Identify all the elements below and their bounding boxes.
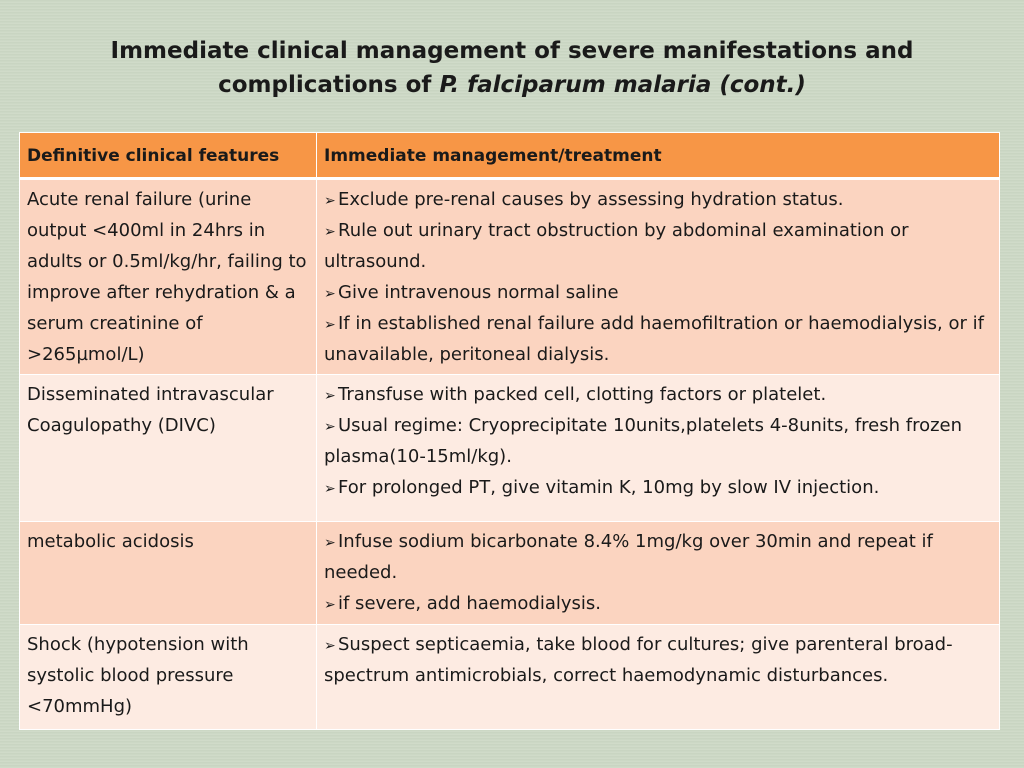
treatment-text: Rule out urinary tract obstruction by abdominal examination or ultrasound.: [324, 220, 909, 272]
header-management: Immediate management/treatment: [317, 133, 1000, 179]
treatment-bullet: [324, 588, 992, 619]
treatment-bullet: [324, 410, 992, 472]
arrow-bullet-icon: ➢: [324, 388, 336, 404]
title-line-2-prefix: complications of: [218, 72, 440, 98]
table-row: [20, 179, 1000, 375]
treatment-bullet: [324, 526, 992, 588]
feature-cell: Acute renal failure (urine output <400ml in 24hrs in adults or 0.5ml/kg/hr, failing to improve after rehydration & a serum creatinine of >265µmol/L): [20, 179, 317, 375]
treatment-bullet: [324, 472, 992, 503]
arrow-bullet-icon: ➢: [324, 193, 336, 209]
arrow-bullet-icon: ➢: [324, 419, 336, 435]
treatment-text: if severe, add haemodialysis.: [338, 593, 602, 614]
title-line-1: Immediate clinical management of severe manifestations and: [110, 38, 914, 64]
table-row: [20, 625, 1000, 730]
feature-cell: Shock (hypotension with systolic blood pressure <70mmHg): [20, 625, 317, 730]
treatment-text: Usual regime: Cryoprecipitate 10units,platelets 4-8units, fresh frozen plasma(10-15ml/kg).: [324, 415, 963, 467]
feature-cell: Disseminated intravascular Coagulopathy (DIVC): [20, 375, 317, 522]
treatment-text: Transfuse with packed cell, clotting factors or platelet.: [338, 384, 827, 405]
treatment-text: If in established renal failure add haemofiltration or haemodialysis, or if unavailable, peritoneal dialysis.: [324, 313, 984, 365]
arrow-bullet-icon: ➢: [324, 224, 336, 240]
treatment-cell: [317, 625, 1000, 730]
arrow-bullet-icon: ➢: [324, 535, 336, 551]
treatment-cell: [317, 179, 1000, 375]
arrow-bullet-icon: ➢: [324, 317, 336, 333]
table-row: [20, 375, 1000, 522]
title-line-2-italic: P. falciparum malaria (cont.): [439, 72, 806, 98]
treatment-bullet: [324, 379, 992, 410]
arrow-bullet-icon: ➢: [324, 481, 336, 497]
treatment-text: Give intravenous normal saline: [338, 282, 619, 303]
treatment-text: For prolonged PT, give vitamin K, 10mg by slow IV injection.: [338, 477, 880, 498]
header-clinical-features: Definitive clinical features: [20, 133, 317, 179]
treatment-text: Suspect septicaemia, take blood for cultures; give parenteral broad-spectrum antimicrobials, correct haemodynamic disturbances.: [324, 634, 953, 686]
slide-title: [30, 34, 994, 102]
treatment-bullet: [324, 629, 992, 691]
treatment-cell: [317, 375, 1000, 522]
treatment-text: Exclude pre-renal causes by assessing hydration status.: [338, 189, 844, 210]
arrow-bullet-icon: ➢: [324, 286, 336, 302]
treatment-cell: [317, 522, 1000, 625]
treatment-bullet: [324, 277, 992, 308]
feature-cell: metabolic acidosis: [20, 522, 317, 625]
table-row: [20, 522, 1000, 625]
treatment-bullet: [324, 184, 992, 215]
treatment-text: Infuse sodium bicarbonate 8.4% 1mg/kg over 30min and repeat if needed.: [324, 531, 933, 583]
arrow-bullet-icon: ➢: [324, 597, 336, 613]
management-table: [19, 132, 1000, 730]
treatment-bullet: [324, 308, 992, 370]
title-line-2: [30, 68, 994, 102]
arrow-bullet-icon: ➢: [324, 638, 336, 654]
table-header-row: [20, 133, 1000, 179]
management-table-wrapper: [19, 132, 999, 730]
treatment-bullet: [324, 215, 992, 277]
